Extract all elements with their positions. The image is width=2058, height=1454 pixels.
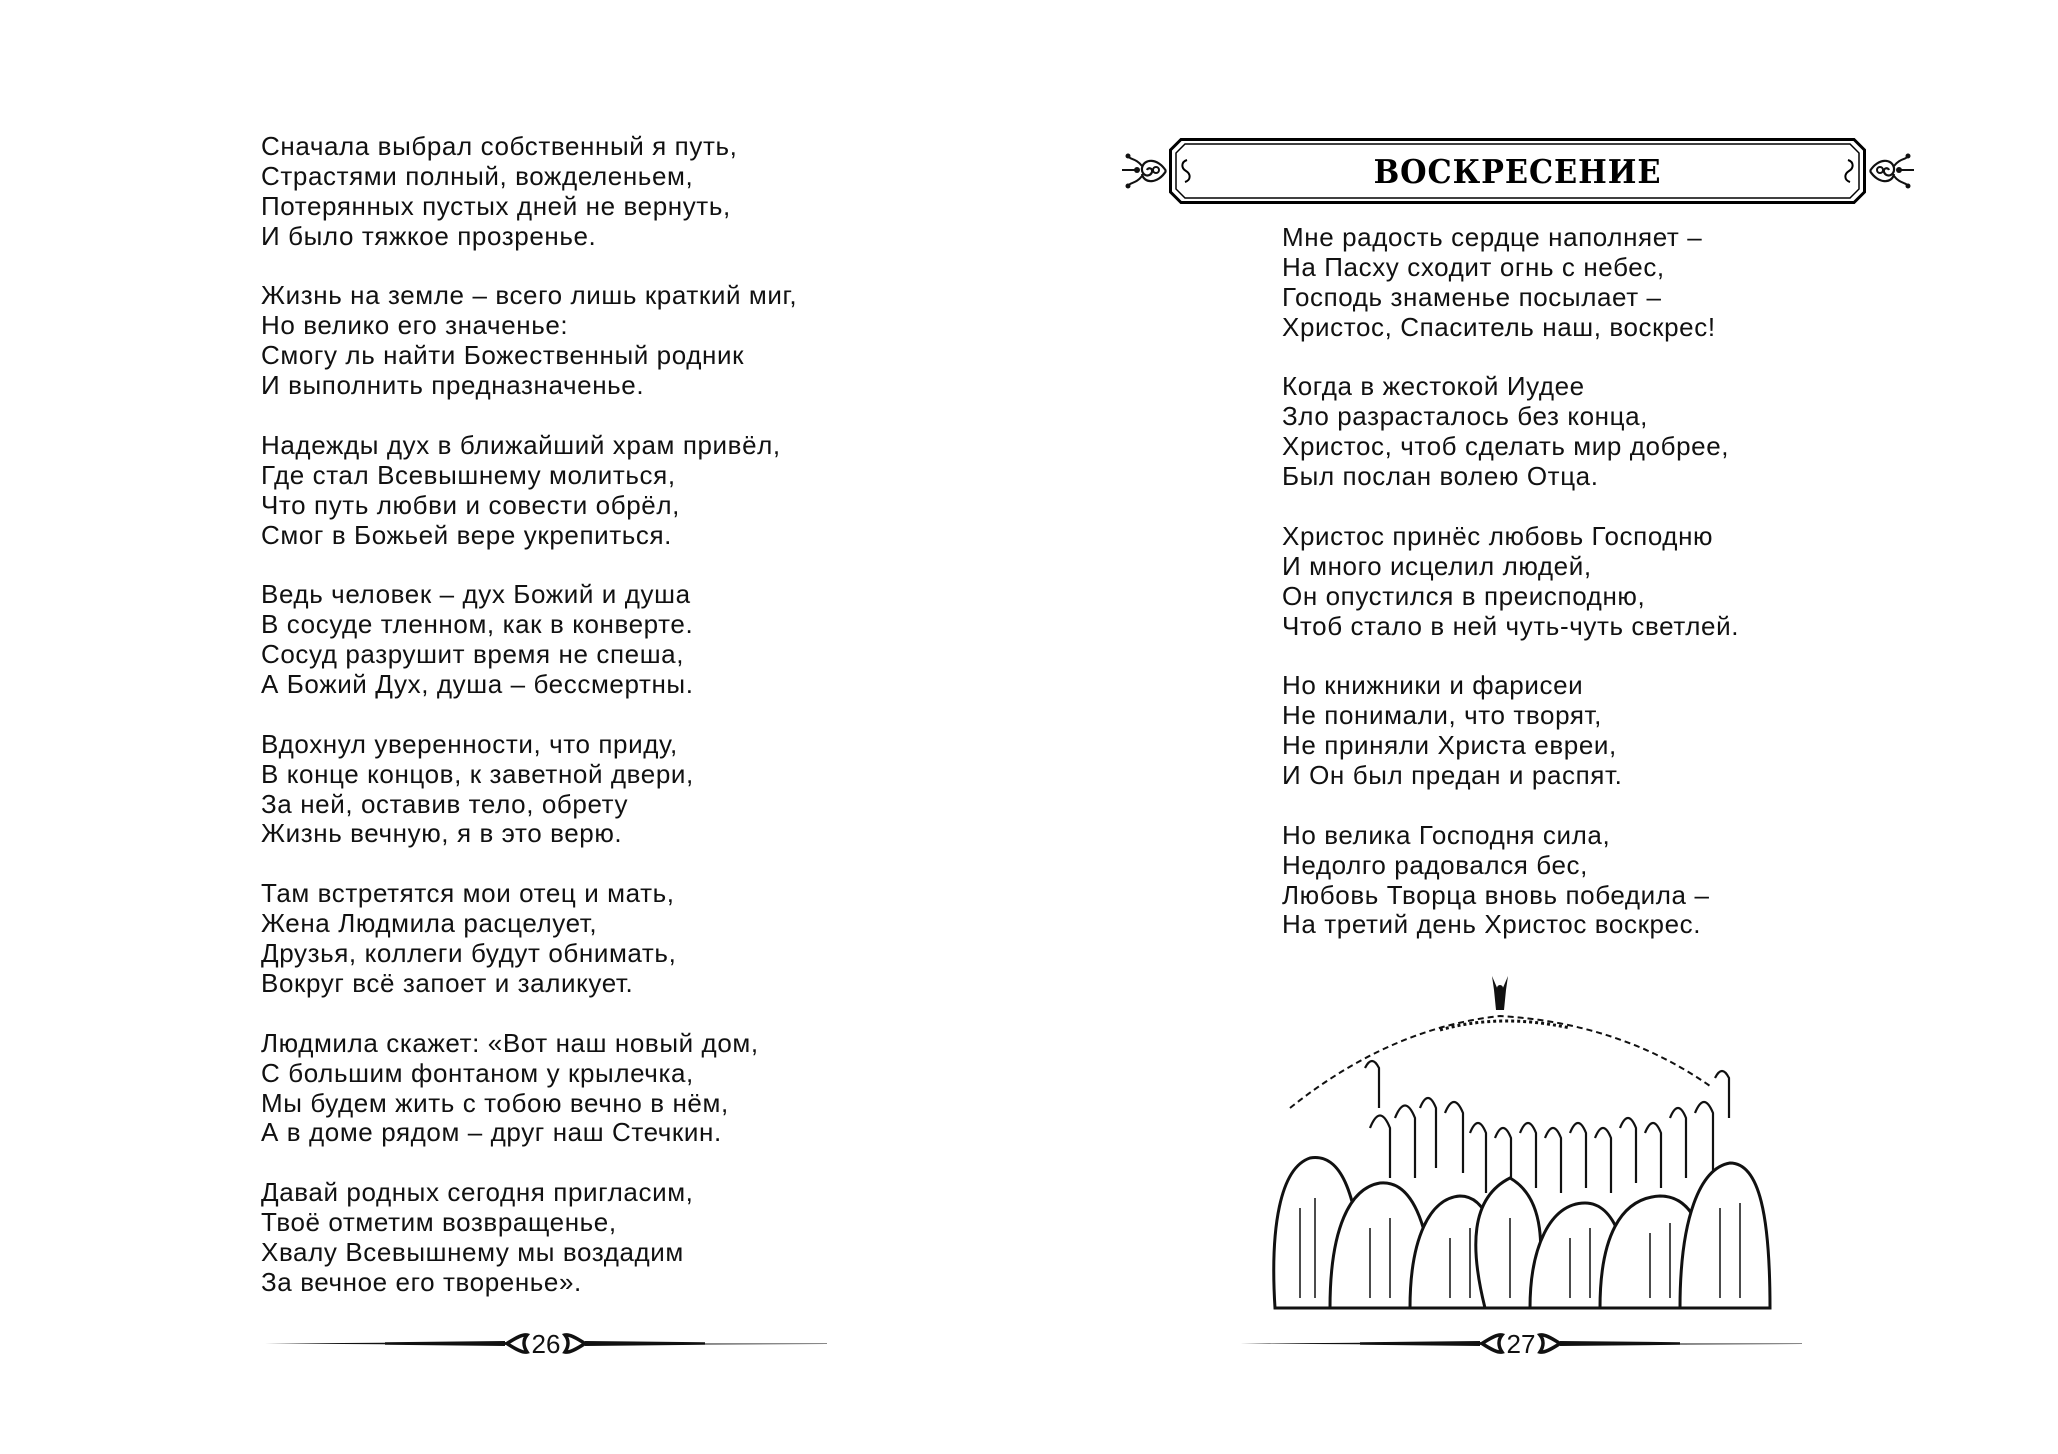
- verse-line: На Пасху сходит огнь с небес,: [1282, 251, 1665, 282]
- resurrection-crowd-illustration: [1270, 968, 1775, 1318]
- verse-line: На третий день Христос воскрес.: [1282, 909, 1702, 940]
- stanza: [261, 431, 797, 551]
- verse-line: В конце концов, к заветной двери,: [261, 758, 694, 789]
- verse-line: За вечное его творенье».: [261, 1266, 582, 1297]
- verse-line: А в доме рядом – друг наш Стечкин.: [261, 1117, 722, 1148]
- verse-line: Смог в Божьей вере укрепиться.: [261, 519, 673, 550]
- stanza: [1282, 821, 1739, 941]
- verse-line: Людмила скажет: «Вот наш новый дом,: [261, 1027, 759, 1058]
- verse-line: Он опустился в преисподню,: [1282, 580, 1646, 611]
- page-number: 26: [531, 1329, 561, 1359]
- verse-line: Давай родных сегодня пригласим,: [261, 1177, 694, 1208]
- verse-line: А Божий Дух, душа – бессмертны.: [261, 669, 694, 700]
- verse-line: И выполнить предназначенье.: [261, 370, 645, 401]
- filigree-scroll-icon: [1122, 148, 1168, 194]
- stanza: [1282, 223, 1739, 343]
- stanza: [1282, 522, 1739, 642]
- verse-line: Но книжники и фарисеи: [1282, 670, 1584, 701]
- verse-line: Сначала выбрал собственный я путь,: [261, 131, 738, 161]
- verse-line: Любовь Творца вновь победила –: [1282, 879, 1710, 910]
- verse-line: Надежды дух в ближайший храм привёл,: [261, 429, 781, 460]
- stanza: [261, 1029, 797, 1149]
- verse-line: Христос, чтоб сделать мир добрее,: [1282, 431, 1730, 462]
- verse-line: Там встретятся мои отец и мать,: [261, 878, 675, 909]
- verse-line: Христос, Спаситель наш, воскрес!: [1282, 311, 1716, 342]
- stanza: [261, 281, 797, 401]
- verse-line: Жизнь на земле – всего лишь краткий миг,: [261, 280, 798, 311]
- verse-line: Жена Людмила расцелует,: [261, 908, 598, 939]
- verse-line: Ведь человек – дух Божий и душа: [261, 579, 691, 610]
- poem-title: ВОСКРЕСЕНИЕ: [1373, 152, 1662, 191]
- stanza: [261, 879, 797, 999]
- verse-line: За ней, оставив тело, обрету: [261, 788, 629, 819]
- verse-line: Но велика Господня сила,: [1282, 819, 1611, 850]
- verse-line: С большим фонтаном у крылечка,: [261, 1057, 694, 1088]
- verse-line: Чтоб стало в ней чуть-чуть светлей.: [1282, 610, 1740, 641]
- stanza: [261, 1178, 797, 1298]
- verse-line: Что путь любви и совести обрёл,: [261, 489, 680, 520]
- verse-line: Мне радость сердце наполняет –: [1282, 222, 1703, 252]
- verse-line: И много исцелил людей,: [1282, 550, 1592, 581]
- verse-line: Вдохнул уверенности, что приду,: [261, 728, 678, 759]
- verse-line: Друзья, коллеги будут обнимать,: [261, 938, 677, 969]
- verse-line: Но велико его значенье:: [261, 310, 569, 341]
- stanza: [261, 730, 797, 850]
- verse-line: Господь знаменье посылает –: [1282, 281, 1662, 312]
- verse-line: Смогу ль найти Божественный родник: [261, 340, 745, 371]
- filigree-scroll-icon: [1868, 148, 1914, 194]
- right-page: [1029, 0, 2058, 1454]
- verse-line: Зло разрасталось без конца,: [1282, 401, 1648, 432]
- verse-line: Когда в жестокой Иудее: [1282, 371, 1585, 402]
- verse-line: Потерянных пустых дней не вернуть,: [261, 190, 731, 221]
- page-footer: [1240, 1328, 1802, 1360]
- stanza: [261, 132, 797, 252]
- verse-line: Недолго радовался бес,: [1282, 849, 1588, 880]
- page-number: 27: [1506, 1329, 1536, 1359]
- verse-line: Твоё отметим возвращенье,: [261, 1207, 617, 1238]
- verse-line: В сосуде тленном, как в конверте.: [261, 609, 694, 640]
- page-footer: [265, 1328, 827, 1360]
- verse-line: Христос принёс любовь Господню: [1282, 520, 1714, 551]
- title-banner: [1122, 128, 1922, 214]
- verse-line: Не приняли Христа евреи,: [1282, 730, 1617, 761]
- verse-line: Был послан волею Отца.: [1282, 461, 1599, 492]
- title-frame: [1169, 138, 1866, 204]
- verse-line: Сосуд разрушит время не спеша,: [261, 639, 685, 670]
- verse-line: И Он был предан и распят.: [1282, 760, 1623, 791]
- stanza: [261, 580, 797, 700]
- verse-line: Страстями полный, вожделеньем,: [261, 160, 694, 191]
- poem-body: [1282, 223, 1739, 940]
- verse-line: И было тяжкое прозренье.: [261, 220, 597, 251]
- verse-line: Мы будем жить с тобою вечно в нём,: [261, 1087, 729, 1118]
- verse-line: Не понимали, что творят,: [1282, 700, 1602, 731]
- stanza: [1282, 372, 1739, 492]
- stanza: [1282, 671, 1739, 791]
- verse-line: Вокруг всё запоет и заликует.: [261, 967, 634, 998]
- verse-line: Где стал Всевышнему молиться,: [261, 459, 676, 490]
- verse-line: Жизнь вечную, я в это верю.: [261, 818, 623, 849]
- verse-line: Хвалу Всевышнему мы воздадим: [261, 1236, 684, 1267]
- poem-body: [261, 132, 797, 1298]
